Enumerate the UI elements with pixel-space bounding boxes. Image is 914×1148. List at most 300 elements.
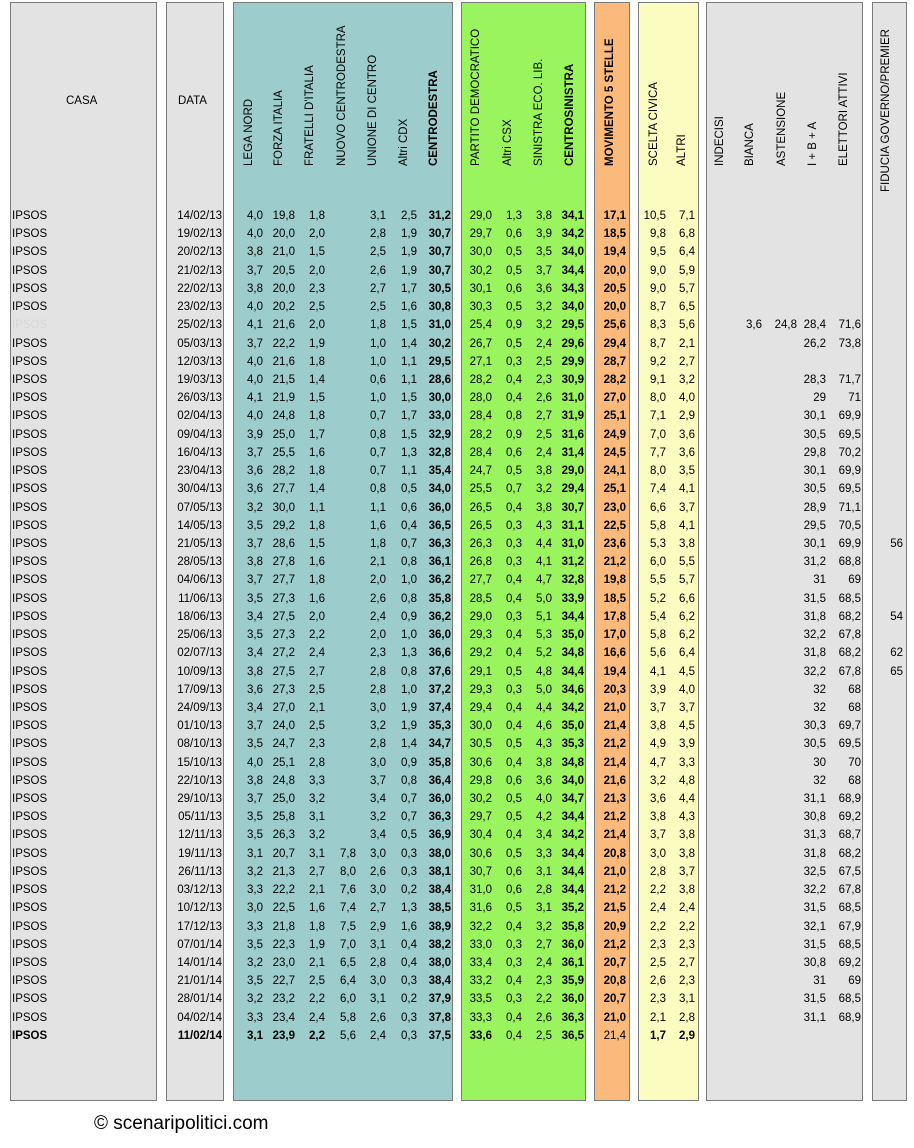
cell-6: 31,2 xyxy=(428,210,451,222)
cell-11: 21,2 xyxy=(603,738,626,751)
row-casa: IPSOS xyxy=(12,592,48,605)
cell-5: 0,3 xyxy=(401,1029,417,1042)
cell-18: 67,5 xyxy=(838,865,861,878)
cell-8: 0,5 xyxy=(506,811,522,824)
cell-3: 5,6 xyxy=(340,1029,356,1042)
cell-9: 2,7 xyxy=(536,938,552,951)
cell-2: 2,0 xyxy=(309,264,325,277)
cell-0: 3,6 xyxy=(247,683,263,696)
cell-4: 1,8 xyxy=(370,537,386,550)
cell-2: 1,6 xyxy=(309,902,325,915)
row-date: 28/05/13 xyxy=(177,556,222,569)
cell-18: 69 xyxy=(848,975,861,988)
cell-13: 4,1 xyxy=(679,519,695,532)
row-casa: IPSOS xyxy=(12,1029,48,1042)
cell-11: 21,4 xyxy=(603,829,626,842)
cell-1: 27,8 xyxy=(272,556,295,569)
cell-7: 30,0 xyxy=(469,720,492,733)
cell-11: 18,5 xyxy=(603,592,626,605)
cell-0: 3,7 xyxy=(247,264,263,277)
cell-12: 9,0 xyxy=(650,282,666,295)
cell-18: 68,2 xyxy=(838,647,861,660)
cell-13: 4,4 xyxy=(679,793,695,806)
cell-1: 22,3 xyxy=(272,938,295,951)
cell-8: 0,6 xyxy=(506,884,522,897)
panel-centrodestra xyxy=(233,2,453,1101)
cell-5: 1,0 xyxy=(401,683,417,696)
cell-2: 1,5 xyxy=(309,246,325,259)
panel-civica-altri xyxy=(638,2,699,1101)
cell-18: 68,7 xyxy=(838,829,861,842)
cell-6: 34,0 xyxy=(428,483,451,496)
cell-1: 20,5 xyxy=(272,264,295,277)
cell-13: 5,7 xyxy=(679,282,695,295)
row-date: 11/06/13 xyxy=(178,592,222,605)
cell-9: 3,2 xyxy=(536,920,552,933)
cell-13: 5,9 xyxy=(679,264,695,277)
header-col-10: CENTROSINISTRA xyxy=(564,63,576,166)
header-col-2: FRATELLI D'ITALIA xyxy=(304,65,316,166)
cell-13: 3,8 xyxy=(679,884,695,897)
cell-1: 27,3 xyxy=(272,592,295,605)
cell-7: 30,7 xyxy=(469,865,492,878)
cell-8: 0,4 xyxy=(506,829,522,842)
cell-8: 0,4 xyxy=(506,629,522,642)
cell-8: 0,7 xyxy=(506,483,522,496)
row-casa: IPSOS xyxy=(12,774,48,787)
cell-10: 34,2 xyxy=(561,701,584,714)
cell-7: 29,7 xyxy=(469,228,492,241)
cell-6: 32,8 xyxy=(428,446,451,459)
panel-centrosinistra xyxy=(461,2,586,1101)
cell-11: 28,2 xyxy=(603,373,626,386)
cell-10: 36,0 xyxy=(561,938,584,951)
cell-5: 2,5 xyxy=(401,210,417,222)
row-date: 24/09/13 xyxy=(177,701,222,714)
row-casa: IPSOS xyxy=(12,665,48,678)
row-date: 25/02/13 xyxy=(177,319,222,332)
cell-1: 23,0 xyxy=(272,957,295,970)
cell-12: 3,8 xyxy=(650,720,666,733)
cell-18: 68,5 xyxy=(838,902,861,915)
header-col-16: ASTENSIONE xyxy=(776,91,788,166)
cell-5: 1,3 xyxy=(401,902,417,915)
cell-5: 0,6 xyxy=(401,501,417,514)
cell-12: 7,4 xyxy=(650,483,666,496)
cell-10: 34,8 xyxy=(561,647,584,660)
cell-6: 38,9 xyxy=(428,920,451,933)
cell-11: 23,6 xyxy=(603,537,626,550)
cell-10: 35,8 xyxy=(561,920,584,933)
cell-12: 8,0 xyxy=(650,465,666,478)
cell-6: 37,5 xyxy=(428,1029,451,1042)
cell-1: 28,2 xyxy=(272,465,295,478)
cell-9: 4,4 xyxy=(536,537,552,550)
cell-0: 3,7 xyxy=(247,720,263,733)
cell-7: 33,0 xyxy=(469,938,492,951)
cell-11: 28,7 xyxy=(603,355,626,368)
cell-2: 1,8 xyxy=(309,355,325,368)
cell-8: 0,5 xyxy=(506,246,522,259)
cell-13: 4,0 xyxy=(679,683,695,696)
header-col-0: LEGA NORD xyxy=(243,98,255,166)
cell-10: 34,6 xyxy=(561,683,584,696)
cell-2: 1,1 xyxy=(309,501,325,514)
cell-10: 34,0 xyxy=(561,301,584,314)
cell-7: 32,2 xyxy=(469,920,492,933)
cell-8: 0,4 xyxy=(506,701,522,714)
cell-2: 2,2 xyxy=(309,993,325,1006)
cell-13: 4,5 xyxy=(679,720,695,733)
cell-0: 3,7 xyxy=(247,793,263,806)
cell-6: 36,3 xyxy=(428,537,451,550)
cell-4: 1,0 xyxy=(370,392,386,405)
cell-3: 5,8 xyxy=(340,1011,356,1024)
cell-6: 36,0 xyxy=(428,501,451,514)
row-casa: IPSOS xyxy=(12,993,48,1006)
cell-7: 30,1 xyxy=(469,282,492,295)
cell-2: 1,9 xyxy=(309,337,325,350)
cell-7: 33,2 xyxy=(469,975,492,988)
cell-18: 68,5 xyxy=(838,993,861,1006)
cell-6: 36,0 xyxy=(428,793,451,806)
cell-9: 3,8 xyxy=(536,756,552,769)
row-date: 07/01/14 xyxy=(177,938,222,951)
cell-11: 19,8 xyxy=(603,574,626,587)
cell-17: 26,2 xyxy=(803,337,826,350)
cell-11: 25,6 xyxy=(603,319,626,332)
cell-5: 1,6 xyxy=(401,301,417,314)
cell-17: 32 xyxy=(813,683,826,696)
cell-4: 3,1 xyxy=(370,993,386,1006)
cell-11: 17,0 xyxy=(603,629,626,642)
row-date: 05/03/13 xyxy=(177,337,222,350)
header-col-19: FIDUCIA GOVERNO/PREMIER xyxy=(880,29,892,192)
cell-6: 28,6 xyxy=(428,373,451,386)
cell-13: 3,6 xyxy=(679,428,695,441)
cell-4: 2,6 xyxy=(370,865,386,878)
cell-6: 36,2 xyxy=(428,574,451,587)
cell-0: 4,0 xyxy=(247,210,263,222)
cell-4: 1,0 xyxy=(370,337,386,350)
cell-13: 7,1 xyxy=(679,210,695,222)
cell-5: 0,8 xyxy=(401,665,417,678)
cell-1: 21,6 xyxy=(272,355,295,368)
cell-4: 2,8 xyxy=(370,738,386,751)
header-col-18: ELETTORI ATTIVI xyxy=(838,72,850,166)
cell-9: 5,3 xyxy=(536,629,552,642)
cell-6: 36,6 xyxy=(428,647,451,660)
cell-12: 6,0 xyxy=(650,556,666,569)
cell-17: 31,5 xyxy=(803,993,826,1006)
cell-6: 36,5 xyxy=(428,519,451,532)
cell-13: 3,8 xyxy=(679,847,695,860)
cell-8: 0,4 xyxy=(506,920,522,933)
cell-11: 21,2 xyxy=(603,556,626,569)
row-casa: IPSOS xyxy=(12,629,48,642)
row-date: 30/04/13 xyxy=(177,483,222,496)
cell-3: 7,5 xyxy=(340,920,356,933)
cell-2: 1,6 xyxy=(309,556,325,569)
cell-4: 2,4 xyxy=(370,1029,386,1042)
cell-12: 7,7 xyxy=(650,446,666,459)
cell-5: 0,7 xyxy=(401,793,417,806)
cell-12: 3,6 xyxy=(650,793,666,806)
cell-4: 2,7 xyxy=(370,282,386,295)
cell-13: 5,5 xyxy=(679,556,695,569)
cell-10: 34,2 xyxy=(561,829,584,842)
row-casa: IPSOS xyxy=(12,483,48,496)
row-date: 14/05/13 xyxy=(177,519,222,532)
cell-10: 32,8 xyxy=(561,574,584,587)
cell-13: 2,8 xyxy=(679,1011,695,1024)
cell-1: 24,8 xyxy=(272,774,295,787)
cell-6: 38,4 xyxy=(428,975,451,988)
cell-10: 29,5 xyxy=(561,319,584,332)
cell-13: 4,5 xyxy=(679,665,695,678)
cell-4: 3,7 xyxy=(370,774,386,787)
cell-2: 2,3 xyxy=(309,282,325,295)
cell-4: 2,8 xyxy=(370,228,386,241)
cell-4: 3,0 xyxy=(370,975,386,988)
cell-1: 27,5 xyxy=(272,665,295,678)
cell-1: 25,0 xyxy=(272,428,295,441)
row-casa: IPSOS xyxy=(12,793,48,806)
cell-4: 2,3 xyxy=(370,647,386,660)
cell-7: 29,3 xyxy=(469,629,492,642)
row-casa: IPSOS xyxy=(12,884,48,897)
cell-5: 1,9 xyxy=(401,720,417,733)
cell-4: 3,0 xyxy=(370,756,386,769)
cell-10: 34,1 xyxy=(561,210,584,222)
cell-0: 3,4 xyxy=(247,701,263,714)
cell-18: 70,5 xyxy=(838,519,861,532)
cell-11: 23,0 xyxy=(603,501,626,514)
cell-5: 1,9 xyxy=(401,246,417,259)
cell-12: 5,6 xyxy=(650,647,666,660)
cell-11: 20,7 xyxy=(603,957,626,970)
cell-0: 3,5 xyxy=(247,629,263,642)
cell-1: 26,3 xyxy=(272,829,295,842)
header-col-7: PARTITO DEMOCRATICO xyxy=(470,28,482,166)
cell-6: 29,5 xyxy=(428,355,451,368)
cell-8: 0,4 xyxy=(506,975,522,988)
cell-12: 7,0 xyxy=(650,428,666,441)
cell-12: 9,8 xyxy=(650,228,666,241)
row-casa: IPSOS xyxy=(12,720,48,733)
cell-5: 1,5 xyxy=(401,319,417,332)
cell-9: 4,3 xyxy=(536,519,552,532)
cell-17: 31,5 xyxy=(803,902,826,915)
cell-10: 35,3 xyxy=(561,738,584,751)
cell-7: 29,4 xyxy=(469,701,492,714)
cell-12: 2,5 xyxy=(650,957,666,970)
cell-13: 3,8 xyxy=(679,537,695,550)
cell-18: 69,9 xyxy=(838,537,861,550)
cell-2: 3,2 xyxy=(309,793,325,806)
cell-0: 3,6 xyxy=(247,465,263,478)
cell-2: 1,8 xyxy=(309,519,325,532)
row-date: 25/06/13 xyxy=(177,629,222,642)
cell-5: 0,4 xyxy=(401,519,417,532)
cell-2: 2,7 xyxy=(309,665,325,678)
row-casa: IPSOS xyxy=(12,574,48,587)
cell-6: 36,9 xyxy=(428,829,451,842)
cell-13: 2,7 xyxy=(679,355,695,368)
cell-12: 6,6 xyxy=(650,501,666,514)
cell-5: 0,9 xyxy=(401,610,417,623)
cell-11: 29,4 xyxy=(603,337,626,350)
cell-0: 3,3 xyxy=(247,1011,263,1024)
cell-11: 21,0 xyxy=(603,865,626,878)
row-casa: IPSOS xyxy=(12,957,48,970)
cell-17: 29,5 xyxy=(803,519,826,532)
cell-2: 2,4 xyxy=(309,647,325,660)
row-date: 10/09/13 xyxy=(177,665,222,678)
cell-10: 29,9 xyxy=(561,355,584,368)
cell-13: 4,0 xyxy=(679,392,695,405)
cell-7: 30,6 xyxy=(469,847,492,860)
cell-9: 5,1 xyxy=(536,610,552,623)
row-date: 07/05/13 xyxy=(177,501,222,514)
row-casa: IPSOS xyxy=(12,756,48,769)
cell-9: 4,0 xyxy=(536,793,552,806)
row-date: 12/03/13 xyxy=(177,355,222,368)
cell-17: 30 xyxy=(813,756,826,769)
cell-0: 3,8 xyxy=(247,246,263,259)
cell-9: 2,8 xyxy=(536,884,552,897)
cell-9: 3,3 xyxy=(536,847,552,860)
cell-13: 3,8 xyxy=(679,829,695,842)
cell-6: 35,4 xyxy=(428,465,451,478)
cell-8: 0,5 xyxy=(506,264,522,277)
cell-18: 69 xyxy=(848,574,861,587)
cell-0: 3,2 xyxy=(247,865,263,878)
cell-17: 28,3 xyxy=(803,373,826,386)
cell-12: 4,7 xyxy=(650,756,666,769)
row-casa: IPSOS xyxy=(12,738,48,751)
cell-1: 27,7 xyxy=(272,574,295,587)
row-date: 23/02/13 xyxy=(177,301,222,314)
cell-6: 30,2 xyxy=(428,337,451,350)
cell-13: 6,4 xyxy=(679,246,695,259)
cell-18: 69,7 xyxy=(838,720,861,733)
cell-6: 31,0 xyxy=(428,319,451,332)
cell-1: 21,6 xyxy=(272,319,295,332)
cell-6: 33,0 xyxy=(428,410,451,423)
cell-0: 3,4 xyxy=(247,610,263,623)
cell-17: 30,1 xyxy=(803,410,826,423)
cell-10: 35,0 xyxy=(561,720,584,733)
cell-7: 31,6 xyxy=(469,902,492,915)
cell-11: 24,9 xyxy=(603,428,626,441)
cell-12: 2,1 xyxy=(650,1011,666,1024)
cell-0: 3,5 xyxy=(247,938,263,951)
row-date: 04/02/14 xyxy=(177,1011,222,1024)
cell-5: 0,3 xyxy=(401,1011,417,1024)
cell-0: 3,1 xyxy=(247,847,263,860)
cell-17: 32,1 xyxy=(803,920,826,933)
cell-7: 26,5 xyxy=(469,501,492,514)
cell-8: 0,9 xyxy=(506,428,522,441)
cell-0: 3,4 xyxy=(247,647,263,660)
cell-18: 68 xyxy=(848,683,861,696)
cell-2: 2,5 xyxy=(309,975,325,988)
cell-5: 0,8 xyxy=(401,774,417,787)
cell-8: 0,4 xyxy=(506,574,522,587)
cell-7: 30,3 xyxy=(469,301,492,314)
cell-8: 0,8 xyxy=(506,410,522,423)
row-casa: IPSOS xyxy=(12,829,48,842)
cell-17: 31 xyxy=(813,975,826,988)
cell-10: 31,1 xyxy=(561,519,584,532)
cell-9: 4,2 xyxy=(536,811,552,824)
cell-7: 26,8 xyxy=(469,556,492,569)
row-casa: IPSOS xyxy=(12,811,48,824)
row-date: 17/09/13 xyxy=(177,683,222,696)
cell-5: 1,9 xyxy=(401,228,417,241)
cell-17: 31 xyxy=(813,574,826,587)
cell-18: 67,8 xyxy=(838,629,861,642)
cell-0: 3,8 xyxy=(247,282,263,295)
header-col-4: UNIONE DI CENTRO xyxy=(367,54,379,166)
cell-3: 6,0 xyxy=(340,993,356,1006)
row-date: 19/03/13 xyxy=(177,373,222,386)
cell-7: 26,5 xyxy=(469,519,492,532)
row-date: 17/12/13 xyxy=(177,920,222,933)
header-col-5: Altri CDX xyxy=(398,118,410,166)
cell-13: 2,2 xyxy=(679,920,695,933)
cell-6: 35,8 xyxy=(428,756,451,769)
cell-6: 36,2 xyxy=(428,610,451,623)
cell-5: 1,9 xyxy=(401,701,417,714)
cell-0: 3,7 xyxy=(247,446,263,459)
cell-0: 3,5 xyxy=(247,975,263,988)
cell-8: 0,3 xyxy=(506,355,522,368)
cell-13: 3,7 xyxy=(679,701,695,714)
cell-1: 25,1 xyxy=(272,756,295,769)
cell-2: 1,7 xyxy=(309,428,325,441)
cell-5: 0,2 xyxy=(401,993,417,1006)
cell-12: 8,3 xyxy=(650,319,666,332)
header-col-11: MOVIMENTO 5 STELLE xyxy=(604,38,616,166)
cell-2: 1,5 xyxy=(309,392,325,405)
cell-4: 2,8 xyxy=(370,957,386,970)
cell-13: 3,3 xyxy=(679,756,695,769)
cell-17: 31,2 xyxy=(803,556,826,569)
cell-0: 3,8 xyxy=(247,665,263,678)
cell-12: 2,2 xyxy=(650,920,666,933)
cell-7: 25,5 xyxy=(469,483,492,496)
row-casa: IPSOS xyxy=(12,410,48,423)
cell-11: 21,4 xyxy=(603,720,626,733)
cell-16: 24,8 xyxy=(774,319,797,332)
cell-6: 30,8 xyxy=(428,301,451,314)
row-date: 29/10/13 xyxy=(177,793,222,806)
row-date: 04/06/13 xyxy=(177,574,222,587)
cell-2: 2,1 xyxy=(309,884,325,897)
cell-12: 5,4 xyxy=(650,610,666,623)
cell-10: 34,4 xyxy=(561,865,584,878)
cell-18: 69,2 xyxy=(838,811,861,824)
cell-2: 1,4 xyxy=(309,483,325,496)
cell-7: 33,6 xyxy=(469,1029,492,1042)
cell-1: 21,9 xyxy=(272,392,295,405)
cell-8: 0,3 xyxy=(506,938,522,951)
row-casa: IPSOS xyxy=(12,373,48,386)
cell-8: 0,3 xyxy=(506,519,522,532)
cell-10: 29,4 xyxy=(561,483,584,496)
